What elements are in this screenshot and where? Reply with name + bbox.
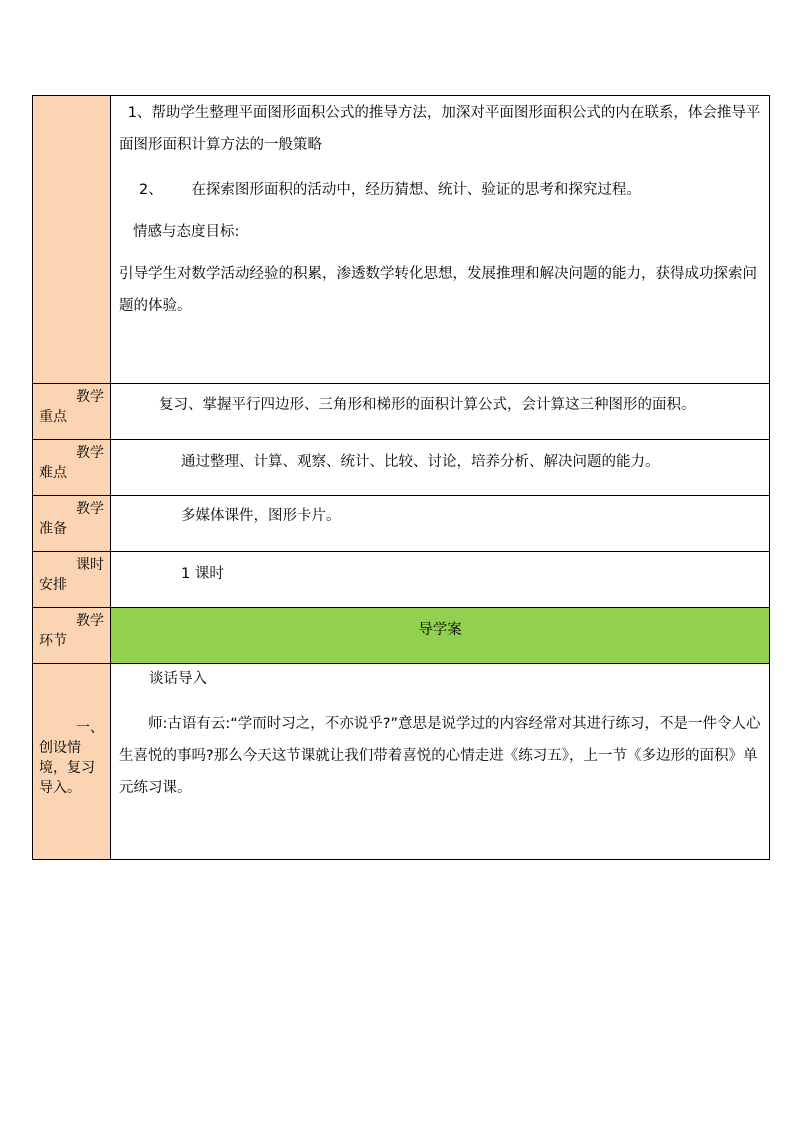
preparation-row	[33, 496, 770, 552]
objectives-label-cell	[33, 96, 111, 384]
key-points-content-cell	[111, 384, 770, 440]
key-points-label	[33, 384, 111, 440]
objectives-cell	[111, 96, 770, 384]
preparation-content: 多媒体课件，图形卡片。	[181, 508, 341, 524]
schedule-content-cell	[111, 552, 770, 608]
preparation-label-line2: 准备	[39, 521, 67, 537]
preparation-label-line1: 教学	[76, 501, 104, 517]
affective-text: 引导学生对数学活动经验的积累，渗透数学转化思想，发展推理和解决问题的能力，获得成功探索问题的体验。	[119, 266, 757, 314]
key-points-label-line2: 重点	[39, 409, 67, 425]
stage-label	[33, 608, 111, 664]
schedule-label-line2: 安排	[39, 577, 67, 593]
affective-heading: 情感与态度目标:	[133, 224, 240, 240]
objective-item-1: 1、帮助学生整理平面图形面积公式的推导方法，加深对平面图形面积公式的内在联系，体会推导平面图形面积计算方法的一般策略	[119, 105, 761, 153]
section-one-label-line2: 创设情境，复习导入。	[39, 740, 95, 796]
preparation-label	[33, 496, 111, 552]
stage-label-line2: 环节	[39, 633, 67, 649]
section-one-body: 师:古语有云:“学而时习之，不亦说乎?”意思是说学过的内容经常对其进行练习，不是一件令人心生喜悦的事吗?那么今天这节课就让我们带着喜悦的心情走进《练习五》，上一节《多边形的面积》单元练习课。	[119, 716, 761, 796]
difficulties-content: 通过整理、计算、观察、统计、比较、讨论，培养分析、解决问题的能力。	[181, 454, 660, 470]
schedule-row	[33, 552, 770, 608]
section-one-content-cell	[111, 664, 770, 860]
section-one-label-line1: 一、	[76, 720, 104, 736]
section-one-heading: 谈话导入	[149, 671, 207, 687]
schedule-label	[33, 552, 111, 608]
objective-item-2-text: 在探索图形面积的活动中，经历猜想、统计、验证的思考和探究过程。	[191, 182, 641, 198]
preparation-content-cell	[111, 496, 770, 552]
difficulties-content-cell	[111, 440, 770, 496]
section-one-label	[33, 664, 111, 860]
difficulties-row	[33, 440, 770, 496]
difficulties-label	[33, 440, 111, 496]
objectives-row	[33, 96, 770, 384]
lesson-plan-table	[32, 95, 770, 860]
stage-label-line1: 教学	[76, 613, 104, 629]
key-points-content: 复习、掌握平行四边形、三角形和梯形的面积计算公式，会计算这三种图形的面积。	[159, 397, 696, 413]
stage-content-cell	[111, 608, 770, 664]
key-points-row	[33, 384, 770, 440]
objective-item-2	[119, 174, 763, 206]
key-points-label-line1: 教学	[76, 389, 104, 405]
schedule-label-line1: 课时	[76, 557, 104, 573]
objective-item-2-number: 2、	[139, 182, 163, 198]
stage-row	[33, 608, 770, 664]
section-one-row	[33, 664, 770, 860]
difficulties-label-line2: 难点	[39, 465, 67, 481]
difficulties-label-line1: 教学	[76, 445, 104, 461]
schedule-content: 1 课时	[181, 566, 224, 582]
stage-content: 导学案	[418, 622, 462, 638]
